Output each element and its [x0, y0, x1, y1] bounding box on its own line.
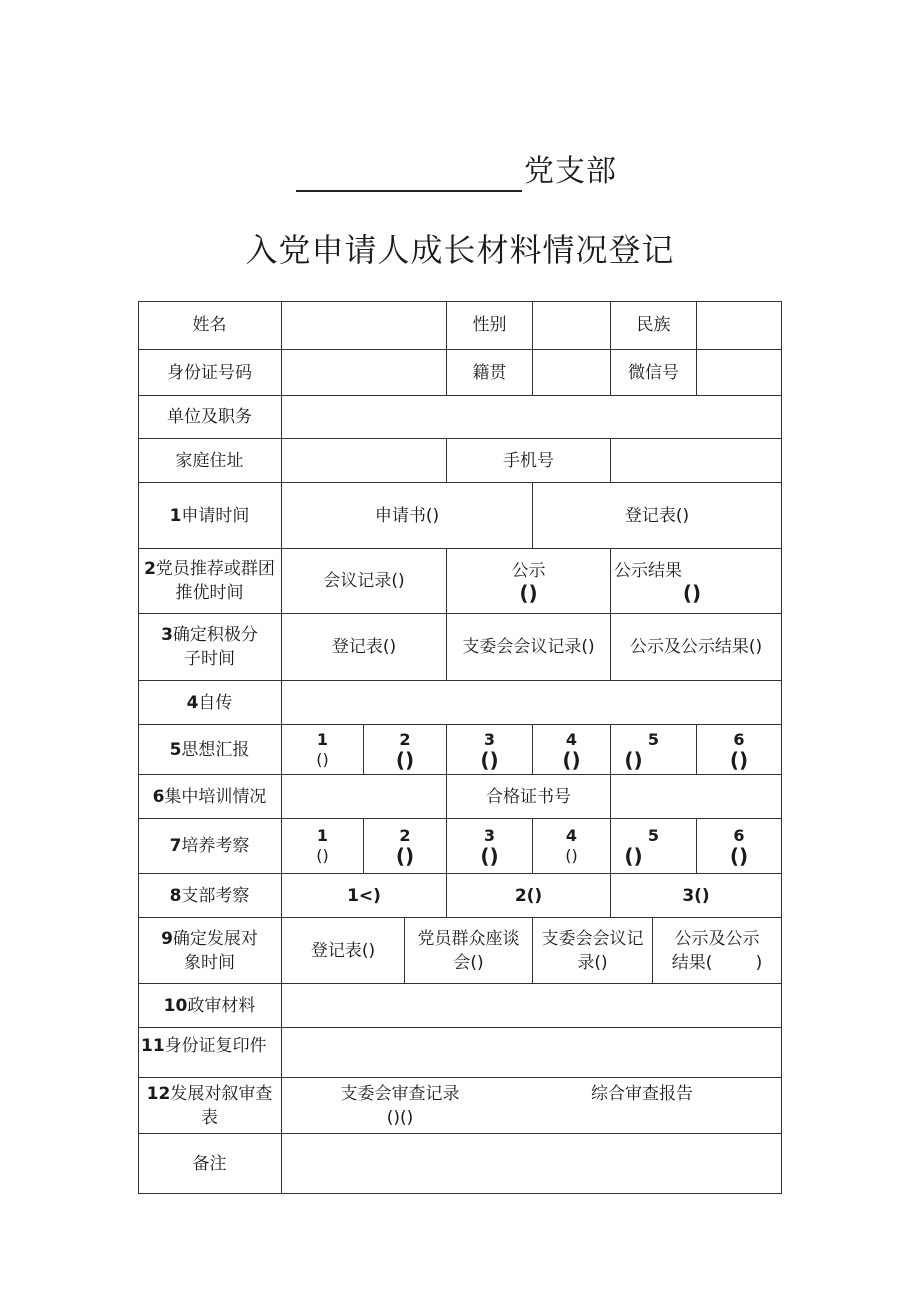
comprehensive-review-report: 综合审查报告: [591, 1083, 693, 1104]
recommendation-time-label: 2党员推荐或群团 推优时间: [138, 549, 282, 614]
thought-report-4[interactable]: 4 (): [533, 725, 611, 775]
training-label: 6 集中培训情况: [138, 775, 282, 819]
thought-report-label: 5 思想汇报: [138, 725, 282, 775]
activist-register-cell[interactable]: 登记表(): [282, 614, 447, 681]
training-field[interactable]: [282, 775, 447, 819]
thought-report-5[interactable]: 5 (): [611, 725, 697, 775]
id-copy-label: 11 身份证复印件: [138, 1028, 282, 1078]
ethnicity-field[interactable]: [697, 301, 782, 350]
target-register-cell[interactable]: 登记表(): [282, 918, 405, 984]
branch-inspection-label: 8 支部考察: [138, 874, 282, 918]
unit-field[interactable]: [282, 396, 782, 439]
name-field[interactable]: [282, 301, 447, 350]
activist-publicity-cell[interactable]: 公示及公示结果(): [611, 614, 782, 681]
id-copy-field[interactable]: [282, 1028, 782, 1078]
application-letter-cell[interactable]: 申请书(): [282, 483, 533, 549]
name-label: 姓名: [138, 301, 282, 350]
cultivation-5[interactable]: 5 (): [611, 819, 697, 874]
gender-label: 性别: [447, 301, 533, 350]
remarks-field[interactable]: [282, 1134, 782, 1194]
unit-label: 单位及职务: [138, 396, 282, 439]
address-field[interactable]: [282, 439, 447, 483]
political-review-label: 10 政审材料: [138, 984, 282, 1028]
gender-field[interactable]: [533, 301, 611, 350]
committee-review-record: 支委会审查记录: [340, 1083, 460, 1104]
publicity-cell[interactable]: 公示 (): [447, 549, 611, 614]
activist-time-label: 3确定积极分 子时间: [138, 614, 282, 681]
phone-field[interactable]: [611, 439, 782, 483]
activist-committee-record-cell[interactable]: 支委会会议记录(): [447, 614, 611, 681]
publicity-result-cell[interactable]: 公示结果 (): [611, 549, 782, 614]
autobiography-label: 4 自传: [138, 681, 282, 725]
wechat-label: 微信号: [611, 350, 697, 396]
id-number-label: 身份证号码: [138, 350, 282, 396]
cultivation-label: 7 培养考察: [138, 819, 282, 874]
committee-review-parens: ()(): [386, 1107, 414, 1128]
review-form-label: 12发展对叙审查 表: [138, 1078, 282, 1134]
development-target-time-label: 9确定发展对 象时间: [138, 918, 282, 984]
native-place-field[interactable]: [533, 350, 611, 396]
branch-name-blank[interactable]: [296, 152, 522, 192]
branch-inspection-1[interactable]: 1<): [282, 874, 447, 918]
application-register-cell[interactable]: 登记表(): [533, 483, 782, 549]
meeting-record-cell[interactable]: 会议记录(): [282, 549, 447, 614]
branch-suffix: 党支部: [524, 154, 617, 189]
address-label: 家庭住址: [138, 439, 282, 483]
political-review-field[interactable]: [282, 984, 782, 1028]
branch-inspection-2[interactable]: 2(): [447, 874, 611, 918]
cultivation-2[interactable]: 2 (): [364, 819, 447, 874]
cultivation-3[interactable]: 3 (): [447, 819, 533, 874]
branch-title-line: [296, 148, 636, 192]
id-number-field[interactable]: [282, 350, 447, 396]
remarks-label: 备注: [138, 1134, 282, 1194]
cultivation-6[interactable]: 6 (): [697, 819, 782, 874]
thought-report-6[interactable]: 6 (): [697, 725, 782, 775]
application-time-label: 1 申请时间: [138, 483, 282, 549]
thought-report-2[interactable]: 2 (): [364, 725, 447, 775]
cultivation-4[interactable]: 4 (): [533, 819, 611, 874]
target-publicity-cell[interactable]: 公示及公示 结果( ): [653, 918, 782, 984]
thought-report-1[interactable]: 1 (): [282, 725, 364, 775]
autobiography-field[interactable]: [282, 681, 782, 725]
ethnicity-label: 民族: [611, 301, 697, 350]
wechat-field[interactable]: [697, 350, 782, 396]
target-committee-record-cell[interactable]: 支委会会议记 录(): [533, 918, 653, 984]
native-place-label: 籍贯: [447, 350, 533, 396]
mass-forum-cell[interactable]: 党员群众座谈 会(): [405, 918, 533, 984]
phone-label: 手机号: [447, 439, 611, 483]
certificate-number-label: 合格证书号: [447, 775, 611, 819]
thought-report-3[interactable]: 3 (): [447, 725, 533, 775]
certificate-number-field[interactable]: [611, 775, 782, 819]
branch-inspection-3[interactable]: 3(): [611, 874, 782, 918]
review-materials-cell[interactable]: [282, 1078, 782, 1134]
page-title: 入党申请人成长材料情况登记: [245, 231, 675, 269]
cultivation-1[interactable]: 1 (): [282, 819, 364, 874]
